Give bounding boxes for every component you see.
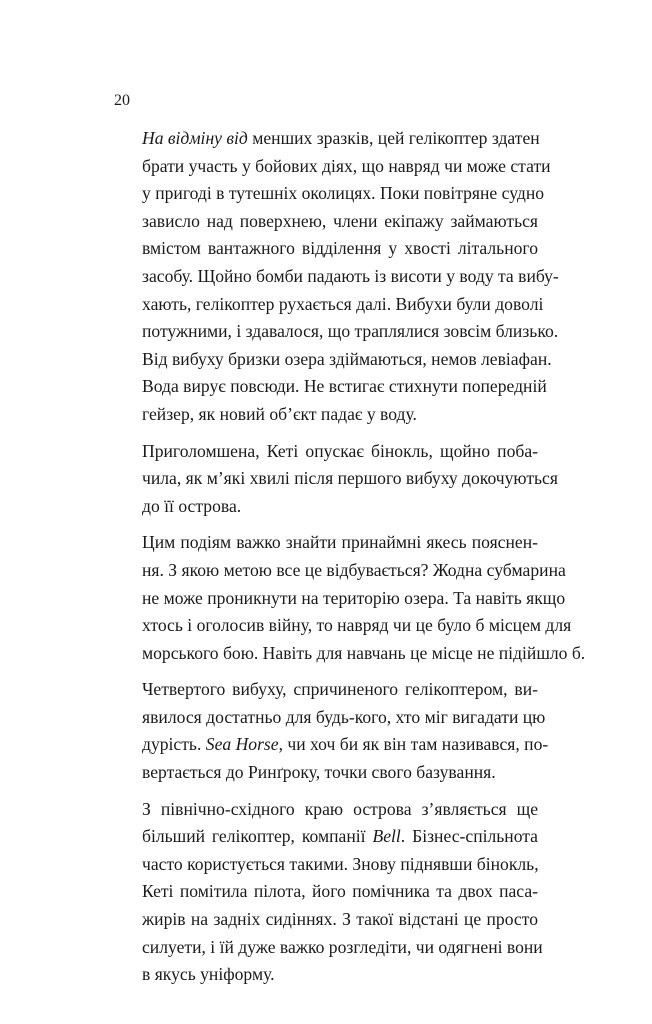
line-text: не може проникнути на територію озера. Та навіть якщо	[142, 587, 566, 608]
line-text: гейзер, як новий об’єкт падає у воду.	[142, 403, 417, 424]
text-line	[114, 961, 538, 989]
text-line	[114, 851, 538, 879]
text-line	[114, 401, 538, 429]
text-line	[114, 823, 538, 851]
text-line	[114, 934, 543, 962]
text-line	[114, 465, 558, 493]
line-text: Четвертого вибуху, спричиненого гелікоптером, ви-	[142, 679, 538, 700]
text-line	[114, 438, 538, 466]
paragraph	[114, 796, 543, 989]
line-text: хтось і оголосив війну, то навряд чи це було б місцем для	[142, 615, 572, 636]
italic-text: Sea Horse	[205, 734, 279, 755]
text-line	[114, 346, 552, 374]
line-text: засобу. Щойно бомби падають із висоти у воду та вибу-	[142, 265, 559, 286]
italic-text: На відміну від	[142, 128, 248, 148]
text-line	[114, 906, 538, 934]
line-text: явилося достатньо для будь-кого, хто міг вигадати цю	[142, 706, 546, 727]
text-line	[114, 731, 549, 759]
text-line	[114, 373, 547, 401]
line-text: чила, як м’які хвилі після першого вибуху докочуються	[142, 468, 558, 489]
page-number: 20	[114, 92, 130, 109]
text-line	[114, 153, 551, 181]
line-text: у пригоді в тутешніх околицях. Поки повітряне судно	[142, 183, 545, 204]
line-text: в якусь уніформу.	[142, 964, 275, 985]
line-text: Приголомшена, Кеті опускає бінокль, щойно поба-	[142, 440, 538, 461]
line-text: Вода вирує повсюди. Не встигає стихнути попередній	[142, 376, 547, 397]
paragraph	[114, 529, 586, 667]
line-text: потужними, і здавалося, що траплялися зовсім близько.	[142, 321, 559, 342]
text-line	[114, 878, 538, 906]
line-text: більший гелікоптер, компанії	[142, 826, 373, 847]
text-line	[114, 704, 546, 732]
line-text: ня. З якою метою все це відбувається? Жодна субмарина	[142, 559, 566, 580]
text-line	[114, 557, 566, 585]
line-text: брати участь у бойових діях, що навряд чи може стати	[142, 155, 551, 176]
line-text: часто користується такими. Знову піднявши бінокль,	[142, 853, 539, 874]
line-text: , чи хоч би як він там називався, по-	[278, 734, 549, 755]
text-line	[114, 612, 572, 640]
text-line	[114, 125, 538, 153]
line-text: З північно-східного краю острова з’являється ще	[142, 798, 538, 819]
text-line	[114, 796, 538, 824]
line-text: силуети, і їй дуже важко розгледіти, чи одягнені вони	[142, 936, 543, 957]
line-text: дурість.	[142, 734, 206, 755]
line-text: Цим подіям важко знайти принаймні якесь пояснен-	[142, 532, 538, 553]
line-text: морського бою. Навіть для навчань це місце не підійшло б.	[142, 642, 586, 663]
line-text: хають, гелікоптер рухається далі. Вибухи були доволі	[142, 293, 544, 314]
line-text: вмістом вантажного відділення у хвості літального	[142, 238, 538, 259]
line-text: менших зразків, цей гелікоптер здатен	[247, 128, 540, 148]
text-line	[114, 208, 538, 236]
body-text	[114, 125, 586, 989]
line-text: зависло над поверхнею, члени екіпажу займаються	[142, 210, 538, 231]
text-line	[114, 318, 559, 346]
line-text: Кеті помітила пілота, його помічника та двох паса-	[142, 881, 538, 902]
text-line	[114, 759, 538, 787]
line-text: Від вибуху бризки озера здіймаються, немов левіафан.	[142, 348, 552, 369]
paragraph	[114, 438, 558, 521]
text-line	[114, 493, 538, 521]
paragraph	[114, 125, 559, 429]
text-line	[114, 640, 586, 668]
text-line	[114, 235, 538, 263]
text-line	[114, 263, 559, 291]
line-text: жирів на задніх сидіннях. З такої відстані це просто	[142, 909, 538, 930]
line-text: вертається до Ринґроку, точки свого базування.	[142, 762, 496, 783]
text-line	[114, 676, 538, 704]
paragraph	[114, 676, 549, 786]
line-text: . Бізнес-спільнота	[400, 826, 538, 847]
line-text: до її острова.	[142, 495, 242, 516]
italic-text: Bell	[372, 826, 401, 847]
text-line	[114, 529, 538, 557]
text-line	[114, 585, 566, 613]
text-line	[114, 180, 545, 208]
text-line	[114, 291, 544, 319]
